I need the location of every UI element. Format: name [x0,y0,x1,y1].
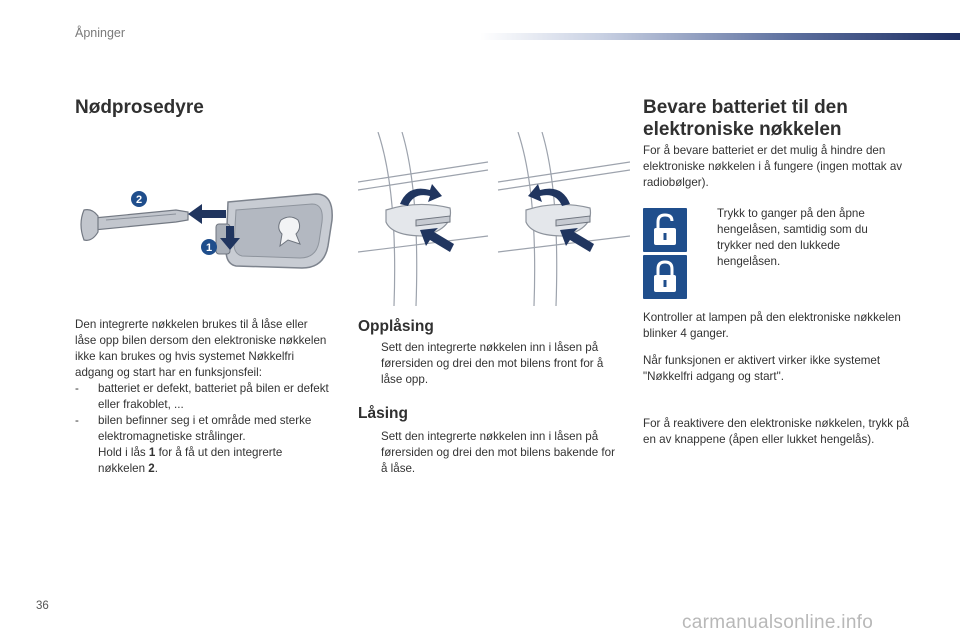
check-lamp-text: Kontroller at lampen på den elektroniske nøkkelen blinker 4 ganger. [643,311,901,340]
section-title: Åpninger [75,26,126,40]
key-head [81,210,98,241]
unlock-heading: Opplåsing [358,318,434,335]
bullet-interference: - bilen befinner seg i et område med sterke elektromagnetiske strålinger. [75,414,312,443]
page-number: 36 [36,600,49,612]
emergency-heading: Nødprosedyre [75,97,204,118]
pull-arrow-icon [188,204,226,224]
bullet-battery: - batteriet er defekt, batteriet på bilen er defekt eller frakoblet, ... [75,382,329,411]
unlock-step: Sett den integrerte nøkkelen inn i låsen på førersiden og drei den mot bilens front for å låse opp. [381,341,604,386]
unlocked-padlock-icon [643,208,687,252]
function-active-text: Når funksjonen er aktivert virker ikke systemet "Nøkkelfri adgang og start". [643,354,881,383]
callout-1-label: 1 [205,242,213,254]
door-lock-illustration [358,132,630,306]
header-gradient-bar [480,33,960,40]
unlock-body [358,340,623,388]
open-padlock-button [643,208,687,252]
locked-padlock-icon [643,255,687,299]
emergency-body [75,317,330,477]
lock-step: Sett den integrerte nøkkelen inn i låsen på førersiden og drei den mot bilens bakende for å låse. [381,430,615,475]
rotate-rear-arrow-icon [528,184,570,206]
lock-body [358,429,623,477]
reactivate-text: For å reaktivere den elektroniske nøkkelen, trykk på en av knappene (åpen eller lukket hengelås). [643,417,910,446]
battery-intro: For å bevare batteriet er det mulig å hindre den elektroniske nøkkelen i å fungere (ingen mottak av radiobølger). [643,144,903,189]
callout-2-label: 2 [135,194,143,206]
closed-padlock-button [643,255,687,299]
battery-heading: Bevare batteriet til den elektroniske nøkkelen [643,97,848,140]
key-extraction-illustration [76,180,334,272]
deactivate-step: Trykk to ganger på den åpne hengelåsen, samtidig som du trykker ned den lukkede hengelåsen. [717,207,868,268]
watermark: carmanualsonline.info [682,612,874,633]
rotate-front-arrow-icon [400,184,442,206]
lock-heading: Låsing [358,405,408,422]
key-fob-face [234,204,322,258]
emergency-intro: Den integrerte nøkkelen brukes til å låse eller låse opp bilen dersom den elektroniske nøkkelen ikke kan brukes og hvis systemet Nøkkelfri adgang og start har en funksjonsfeil: [75,318,327,379]
step-extract-key: Hold i lås 1 for å få ut den integrerte nøkkelen 2. [98,446,283,475]
